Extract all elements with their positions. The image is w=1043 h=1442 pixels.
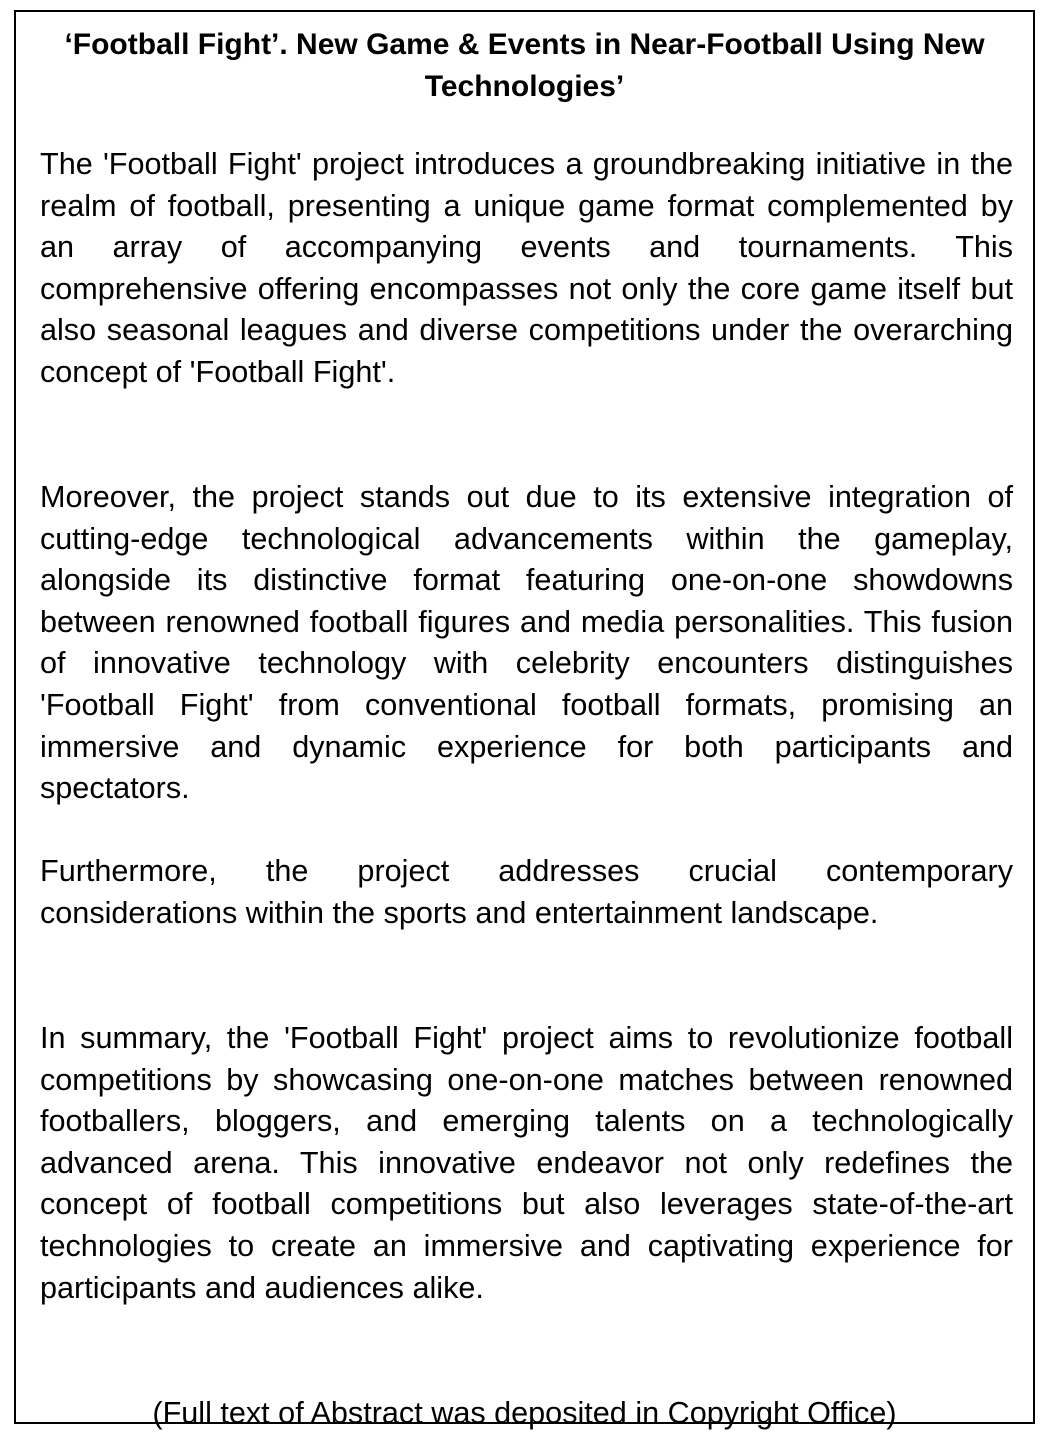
abstract-paragraph: In summary, the 'Football Fight' project aims to revolutionize football competitions by showcasing one-on-one matches between renowned footballers, bloggers, and emerging talents on a technologically advanced arena. This innovative endeavor not only redefines the concept of football competitions but also leverages state-of-the-art technologies to create an immersive and captivating experience for participants and audiences alike. [40,1021,1013,1305]
abstract-paragraph: The 'Football Fight' project introduces a groundbreaking initiative in the realm of football, presenting a unique game format complemented by an array of accompanying events and tournaments. This comprehensive offering encompasses not only the core game itself but also seasonal leagues and diverse competitions under the overarching concept of 'Football Fight'. [40,147,1013,389]
abstract-paragraph: Moreover, the project stands out due to its extensive integration of cutting-edge technological advancements within the gameplay, alongside its distinctive format featuring one-on-one showdowns between renowned football figures and media personalities. This fusion of innovative technology with celebrity encounters distinguishes 'Football Fight' from conventional football formats, promising an immersive and dynamic experience for both participants and spectators. [40,480,1013,806]
abstract-frame [14,10,1035,1430]
abstract-title: ‘Football Fight’. New Game & Events in Near-Football Using New Technologies’ [64,28,985,103]
abstract-paragraph: Furthermore, the project addresses crucial contemporary considerations within the sports and entertainment landscape. [40,854,1013,930]
copyright-note: (Full text of Abstract was deposited in Copyright Office) [152,1396,897,1430]
